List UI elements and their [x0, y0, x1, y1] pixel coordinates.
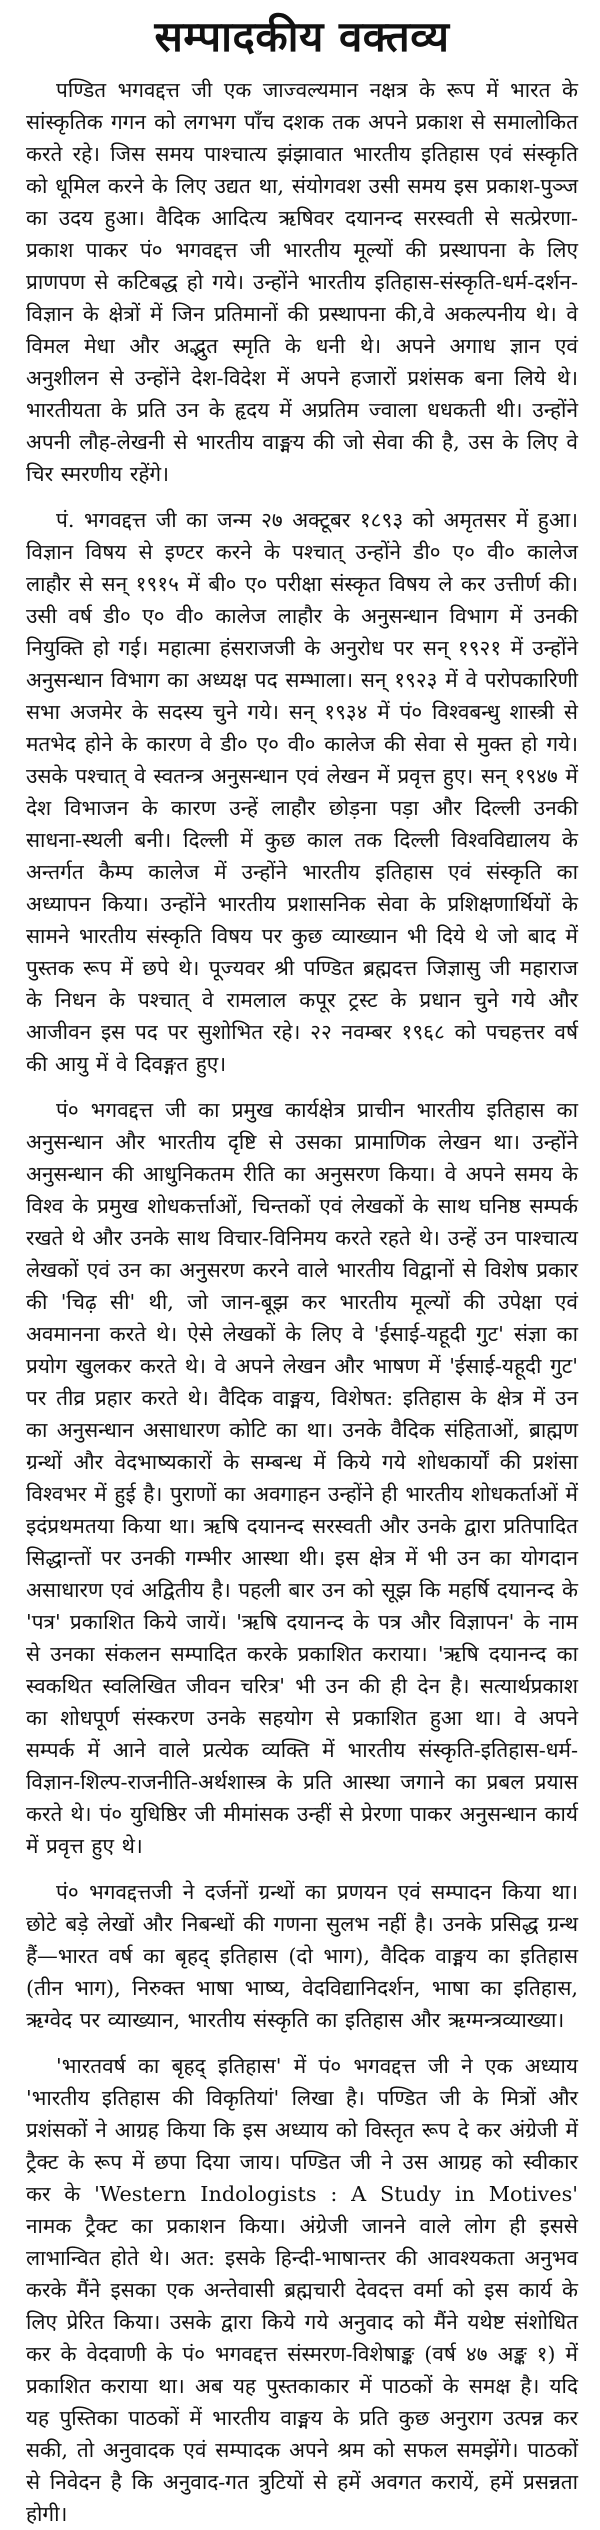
paragraph-research: पं० भगवद्दत्त जी का प्रमुख कार्यक्षेत्र प्राचीन भारतीय इतिहास का अनुसन्धान और भारतीय दृष्टि से उसका प्रामाणिक लेखन था। उन्होंने अनुसन्धान की आधुनिकतम रीति का अनुसरण किया। वे अपने समय के विश्व के प्रमुख शोधकर्त्ताओं, चिन्तकों एवं लेखकों के साथ घनिष्ठ सम्पर्क रखते थे और उनके साथ विचार-विनिमय करते रहते थे। उन्हें उन पाश्चात्य लेखकों एवं उन का अनुसरण करने वाले भारतीय विद्वानों से विशेष प्रकार की 'चिढ़ सी' थी, जो जान-बूझ कर भारतीय मूल्यों की उपेक्षा एवं अवमानना करते थे। ऐसे लेखकों के लिए वे 'ईसाई-यहूदी गुट' संज्ञा का प्रयोग खुलकर करते थे। वे अपने लेखन और भाषण में 'ईसाई-यहूदी गुट' पर तीव्र प्रहार करते थे। वैदिक वाङ्मय, विशेषत: इतिहास के क्षेत्र में उन का अनुसन्धान असाधारण कोटि का था। उनके वैदिक संहिताओं, ब्राह्मण ग्रन्थों और वेदभाष्यकारों के सम्बन्ध में किये गये शोधकार्यों की प्रशंसा विश्वभर में हुई है। पुराणों का अवगाहन उन्होंने ही भारतीय शोधकर्ताओं में इदंप्रथमतया किया था। ऋषि दयानन्द सरस्वती और उनके द्वारा प्रतिपादित सिद्धान्तों पर उनकी गम्भीर आस्था थी। इस क्षेत्र में भी उन का योगदान असाधारण एवं अद्वितीय है। पहली बार उन को सूझ कि महर्षि दयानन्द के 'पत्र' प्रकाशित किये जायें। 'ऋषि दयानन्द के पत्र और विज्ञापन' के नाम से उनका संकलन सम्पादित करके प्रकाशित कराया। 'ऋषि दयानन्द का स्वकथित स्वलिखित जीवन चरित्र' भी उन की ही देन है। सत्यार्थप्रकाश का शोधपूर्ण संस्करण उनके सहयोग से प्रकाशित हुआ था। वे अपने सम्पर्क में आने वाले प्रत्येक व्यक्ति में भारतीय संस्कृति-इतिहास-धर्म-विज्ञान-शिल्प-राजनीति-अर्थशास्त्र के प्रति आस्था जगाने का प्रबल प्रयास करते थे। पं० युधिष्ठिर जी मीमांसक उन्हीं से प्रेरणा पाकर अनुसन्धान कार्य में प्रवृत्त हुए थे। — [26, 1098, 579, 1858]
paragraph-works: पं० भगवद्दत्तजी ने दर्जनों ग्रन्थों का प्रणयन एवं सम्पादन किया था। छोटे बड़े लेखों और निबन्धों की गणना सुलभ नहीं है। उनके प्रसिद्ध ग्रन्थ हैं—भारत वर्ष का बृहद् इतिहास (दो भाग), वैदिक वाङ्मय का इतिहास (तीन भाग), निरुक्त भाषा भाष्य, वेदविद्यानिदर्शन, भाषा का इतिहास, ऋग्वेद पर व्याख्यान, भारतीय संस्कृति का इतिहास और ऋग्मन्त्रव्याख्या। — [26, 1880, 578, 2032]
paragraph-intro: पण्डित भगवद्दत्त जी एक जाज्वल्यमान नक्षत्र के रूप में भारत के सांस्कृतिक गगन को लगभग पाँच दशक तक अपने प्रकाश से समालोकित करते रहे। जिस समय पाश्चात्य झंझावात भारतीय इतिहास एवं संस्कृति को धूमिल करने के लिए उद्यत था, संयोगवश उसी समय इस प्रकाश-पुञ्ज का उदय हुआ। वैदिक आदित्य ऋषिवर दयानन्द सरस्वती से सत्प्रेरणा-प्रकाश पाकर पं० भगवद्दत्त जी भारतीय मूल्यों की प्रस्थापना के लिए प्राणपण से कटिबद्ध हो गये। उन्होंने भारतीय इतिहास-संस्कृति-धर्म-दर्शन-विज्ञान के क्षेत्रों में जिन प्रतिमानों की प्रस्थापना की,वे अकल्पनीय थे। वे विमल मेधा और अद्भुत स्मृति के धनी थे। अपने अगाध ज्ञान एवं अनुशीलन से उन्होंने देश-विदेश में अपने हजारों प्रशंसक बना लिये थे। भारतीयता के प्रति उन के हृदय में अप्रतिम ज्वाला धधकती थी। उन्होंने अपनी लौह-लेखनी से भारतीय वाङ्मय की जो सेवा की है, उस के लिए वे चिर स्मरणीय रहेंगे। — [26, 78, 578, 486]
paragraph-translation: 'भारतवर्ष का बृहद् इतिहास' में पं० भगवद्दत्त जी ने एक अध्याय 'भारतीय इतिहास की विकृतियां' लिखा है। पण्डित जी के मित्रों और प्रशंसकों ने आग्रह किया कि इस अध्याय को विस्तृत रूप दे कर अंग्रेजी में ट्रैक्ट के रूप में छपा दिया जाय। पण्डित जी ने उस आग्रह को स्वीकार कर के 'Western Indologists : A Study in Motives' नामक ट्रैक्ट का प्रकाशन किया। अंग्रेजी जानने वाले लोग ही इससे लाभान्वित होते थे। अत: इसके हिन्दी-भाषान्तर की आवश्यकता अनुभव करके मैंने इसका एक अन्तेवासी ब्रह्मचारी देवदत्त वर्मा को इस कार्य के लिए प्रेरित किया। उसके द्वारा किये गये अनुवाद को मैंने यथेष्ट संशोधित कर के वेदवाणी के पं० भगवद्दत्त संस्मरण-विशेषाङ्क (वर्ष ४७ अङ्क १) में प्रकाशित कराया था। अब यह पुस्तकाकार में पाठकों के समक्ष है। यदि यह पुस्तिका पाठकों में भारतीय वाङ्मय के प्रति कुछ अनुराग उत्पन्न कर सकी, तो अनुवादक एवं सम्पादक अपने श्रम को सफल समझेंगे। पाठकों से निवेदन है कि अनुवाद-गत त्रुटियों से हमें अवगत करायें, हमें प्रसन्नता होगी। — [26, 2054, 579, 2526]
paragraph-biography: पं. भगवद्दत्त जी का जन्म २७ अक्टूबर १८९३ को अमृतसर में हुआ। विज्ञान विषय से इण्टर करने के पश्चात् उन्होंने डी० ए० वी० कालेज लाहौर से सन् १९१५ में बी० ए० परीक्षा संस्कृत विषय ले कर उत्तीर्ण की। उसी वर्ष डी० ए० वी० कालेज लाहौर के अनुसन्धान विभाग में उनकी नियुक्ति हो गई। महात्मा हंसराजजी के अनुरोध पर सन् १९२१ में उन्होंने अनुसन्धान विभाग का अध्यक्ष पद सम्भाला। सन् १९२३ में वे परोपकारिणी सभा अजमेर के सदस्य चुने गये। सन् १९३४ में पं० विश्वबन्धु शास्त्री से मतभेद होने के कारण वे डी० ए० वी० कालेज की सेवा से मुक्त हो गये। उसके पश्चात् वे स्वतन्त्र अनुसन्धान एवं लेखन में प्रवृत्त हुए। सन् १९४७ में देश विभाजन के कारण उन्हें लाहौर छोड़ना पड़ा और दिल्ली उनकी साधना-स्थली बनी। दिल्ली में कुछ काल तक दिल्ली विश्वविद्यालय के अन्तर्गत कैम्प कालेज में उन्होंने भारतीय इतिहास एवं संस्कृति का अध्यापन किया। उन्होंने भारतीय प्रशासनिक सेवा के प्रशिक्षणार्थियों के सामने भारतीय संस्कृति विषय पर कुछ व्याख्यान भी दिये थे जो बाद में पुस्तक रूप में छपे थे। पूज्यवर श्री पण्डित ब्रह्मदत्त जिज्ञासु जी महाराज के निधन के पश्चात् वे रामलाल कपूर ट्रस्ट के प्रधान चुने गये और आजीवन इस पद पर सुशोभित रहे। २२ नवम्बर १९६८ को पचहत्तर वर्ष की आयु में वे दिवङ्गत हुए। — [26, 508, 578, 1076]
page-title: सम्पादकीय वक्तव्य — [154, 12, 450, 61]
